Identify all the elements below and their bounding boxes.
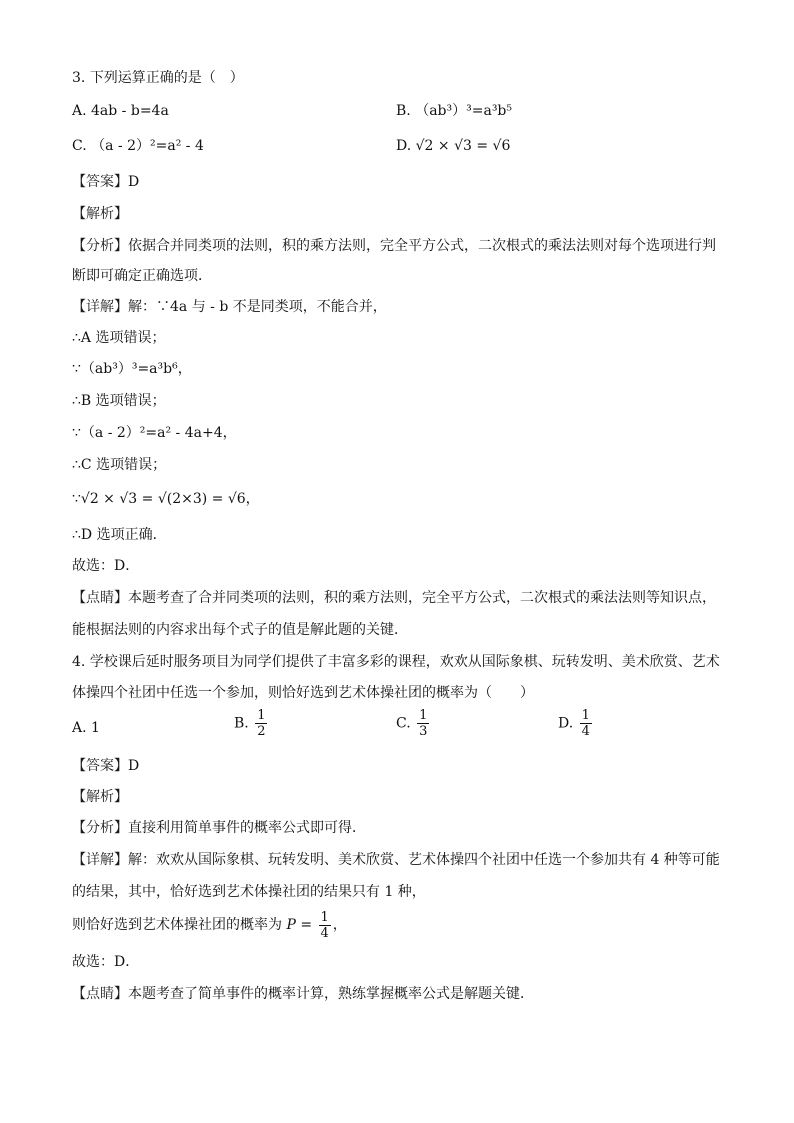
option-label: A. xyxy=(72,103,87,119)
q4-xiangjie-1 xyxy=(72,850,720,870)
option-label: B. xyxy=(234,715,249,732)
option-label: B. xyxy=(396,103,411,119)
q3-step-9 xyxy=(72,556,139,576)
q4-option-d xyxy=(558,708,594,739)
step-text: ∴C 选项错误； xyxy=(72,457,167,473)
numerator: 1 xyxy=(581,708,590,723)
fraction xyxy=(255,708,267,739)
q4-option-b xyxy=(234,708,269,739)
q3-step-8 xyxy=(72,525,167,545)
q3-step-4 xyxy=(72,391,166,411)
q4-stem-text: 体操四个社团中任选一个参加，则恰好选到艺术体操社团的概率为（ ） xyxy=(72,685,534,701)
option-label: D. xyxy=(396,138,412,154)
dianjing-text: 本题考查了合并同类项的法则，积的乘方法则，完全平方公式，二次根式的乘法法则等知识点， xyxy=(128,590,716,606)
xiangjie-tag: 【详解】 xyxy=(72,299,128,315)
fraction xyxy=(580,708,592,739)
q4-stem-1 xyxy=(72,652,720,672)
fenxi-tag: 【分析】 xyxy=(72,238,128,254)
fenxi-text: 断即可确定正确选项． xyxy=(72,268,212,284)
q3-option-a xyxy=(72,101,169,121)
option-text: 1 xyxy=(91,720,100,736)
q3-step-7 xyxy=(72,489,260,509)
q3-fenxi-2 xyxy=(72,266,212,286)
dianjing-text: 本题考查了简单事件的概率计算，熟练掌握概率公式是解题关键． xyxy=(128,986,534,1002)
q4-analysis-tag xyxy=(72,787,128,807)
analysis-tag: 【解析】 xyxy=(72,789,128,805)
q4-dianjing xyxy=(72,984,534,1004)
option-label: C. xyxy=(396,715,411,732)
q3-number: 3. xyxy=(72,70,86,86)
xiangjie-text: 解：欢欢从国际象棋、玩转发明、美术欣赏、艺术体操四个社团中任选一个参加共有 4 种等可能 xyxy=(128,852,720,868)
numerator: 1 xyxy=(257,708,266,723)
q4-stem-text: 学校课后延时服务项目为同学们提供了丰富多彩的课程，欢欢从国际象棋、玩转发明、美术欣赏、艺术 xyxy=(89,654,720,670)
q3-dianjing-1 xyxy=(72,588,716,608)
q3-dianjing-2 xyxy=(72,620,408,640)
q4-option-a xyxy=(72,718,100,738)
q3-xiangjie xyxy=(72,297,387,317)
q3-answer xyxy=(72,172,139,192)
fenxi-tag: 【分析】 xyxy=(72,820,128,836)
q3-analysis-tag xyxy=(72,204,128,224)
xiangjie-tag: 【详解】 xyxy=(72,852,128,868)
option-label: D. xyxy=(558,715,574,732)
q3-step-2 xyxy=(72,328,165,348)
denominator: 2 xyxy=(257,724,266,739)
choose-text: 故选：D． xyxy=(72,954,140,970)
dianjing-tag: 【点睛】 xyxy=(72,986,128,1002)
q3-step-3 xyxy=(72,359,192,379)
option-text: （ab³）³=a³b⁵ xyxy=(415,103,512,119)
q4-stem-2 xyxy=(72,683,534,703)
denominator: 4 xyxy=(581,724,590,739)
answer-value: D xyxy=(128,758,140,774)
q4-xiangjie-2 xyxy=(72,882,426,902)
q3-option-d xyxy=(396,136,510,156)
q3-step-6 xyxy=(72,455,166,475)
q3-step-5 xyxy=(72,423,237,443)
step-text: ∵（ab³）³=a³b⁶， xyxy=(72,361,192,377)
option-label: A. xyxy=(72,720,87,736)
q4-answer xyxy=(72,756,139,776)
q3-option-c xyxy=(72,136,204,156)
xiangjie-text: 则恰好选到艺术体操社团的概率为 xyxy=(72,917,282,933)
probability-variable: P xyxy=(286,917,296,933)
q4-number: 4. xyxy=(72,654,86,670)
numerator: 1 xyxy=(419,708,428,723)
punctuation: ， xyxy=(332,917,347,933)
step-text: ∵√2 × √3 = √(2×3) = √6， xyxy=(72,491,260,507)
xiangjie-text: 的结果，其中，恰好选到艺术体操社团的结果只有 1 种， xyxy=(72,884,426,900)
step-text: 解：∵4a 与 - b 不是同类项，不能合并， xyxy=(128,299,387,315)
step-text: ∴A 选项错误； xyxy=(72,330,166,346)
denominator: 4 xyxy=(320,925,329,941)
step-text: ∴B 选项错误； xyxy=(72,393,166,409)
q4-fenxi xyxy=(72,818,366,838)
numerator: 1 xyxy=(320,909,329,925)
q3-option-b xyxy=(396,101,512,121)
answer-tag: 【答案】 xyxy=(72,174,128,190)
fraction xyxy=(319,910,331,941)
q4-choose xyxy=(72,952,139,972)
fenxi-text: 依据合并同类项的法则，积的乘方法则，完全平方公式，二次根式的乘法法则对每个选项进行判 xyxy=(128,238,716,254)
answer-tag: 【答案】 xyxy=(72,758,128,774)
answer-value: D xyxy=(128,174,140,190)
option-label: C. xyxy=(72,138,87,154)
q4-option-c xyxy=(396,708,431,739)
dianjing-tag: 【点睛】 xyxy=(72,590,128,606)
step-text: ∵（a - 2）²=a² - 4a+4， xyxy=(72,425,237,441)
q3-fenxi-1 xyxy=(72,236,716,256)
fenxi-text: 直接利用简单事件的概率公式即可得． xyxy=(128,820,366,836)
fraction xyxy=(417,708,429,739)
option-text: （a - 2）²=a² - 4 xyxy=(91,138,204,154)
option-text: 4ab - b=4a xyxy=(91,103,169,119)
q3-stem xyxy=(72,68,244,88)
analysis-tag: 【解析】 xyxy=(72,206,128,222)
step-text: ∴D 选项正确． xyxy=(72,527,167,543)
option-text: √2 × √3 = √6 xyxy=(415,138,511,154)
q3-stem-text: 下列运算正确的是（ ） xyxy=(89,70,244,86)
step-text: 故选：D． xyxy=(72,558,140,574)
dianjing-text: 能根据法则的内容求出每个式子的值是解此题的关键． xyxy=(72,622,408,638)
q4-xiangjie-3: 则恰好选到艺术体操社团的概率为 P = $\frac{1}{4}$ ， xyxy=(72,909,347,941)
denominator: 3 xyxy=(419,724,428,739)
